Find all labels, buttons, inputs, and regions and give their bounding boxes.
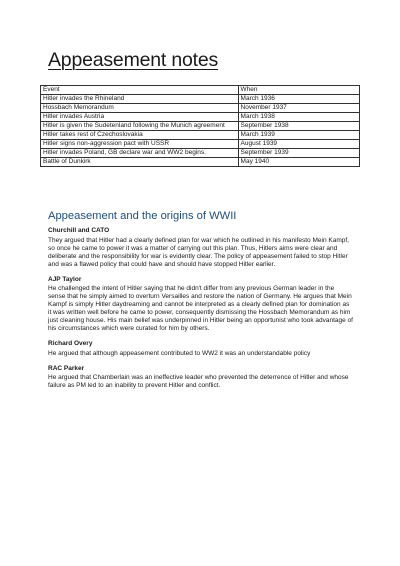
table-cell-when: March 1936 bbox=[238, 95, 359, 104]
table-row bbox=[41, 122, 360, 131]
table-row bbox=[41, 131, 360, 140]
table-cell-when: March 1939 bbox=[238, 131, 359, 140]
table-cell-event: Hitler signs non-aggression pact with USSR bbox=[41, 140, 239, 149]
historian-entry bbox=[48, 227, 353, 269]
historian-name: AJP Taylor bbox=[48, 275, 82, 283]
historian-entry bbox=[48, 365, 353, 391]
table-cell-when: March 1938 bbox=[238, 113, 359, 122]
table-cell-when: September 1939 bbox=[238, 149, 359, 158]
historian-argument: They argued that Hitler had a clearly defined plan for war which he outlined in his manifesto Mein Kampf, so once he came to power it was a matter of carrying out this plan. Thus, Hitlers aims were clear and deliberate and the responsibility for war is evidently clear. The policy of appeasement failed to stop Hitler and was a flawed policy that could have and should have stopped Hitler earlier. bbox=[48, 236, 349, 268]
table-cell-event: Hitler invades Austria bbox=[41, 113, 239, 122]
table-cell-when: September 1938 bbox=[238, 122, 359, 131]
table-header-event: Event bbox=[41, 86, 239, 95]
table-cell-event: Battle of Dunkirk bbox=[41, 158, 239, 167]
table-cell-event: Hitler invades Poland, GB declare war and WW2 begins. bbox=[41, 149, 239, 158]
table-cell-when: August 1939 bbox=[238, 140, 359, 149]
table-row bbox=[41, 149, 360, 158]
historian-name: Richard Overy bbox=[48, 340, 93, 347]
table-header-row bbox=[41, 86, 360, 95]
table-cell-when: November 1937 bbox=[238, 104, 359, 113]
table-row bbox=[41, 95, 360, 104]
historian-entry bbox=[48, 340, 353, 358]
table-row bbox=[41, 104, 360, 113]
table-row bbox=[41, 113, 360, 122]
table-row bbox=[41, 140, 360, 149]
section-heading: Appeasement and the origins of WWII bbox=[48, 210, 237, 222]
table-header-when: When bbox=[238, 86, 359, 95]
table-cell-when: May 1940 bbox=[238, 158, 359, 167]
historian-argument: He argued that although appeasement contributed to WW2 it was an understandable policy bbox=[48, 349, 311, 357]
historian-name: Churchill and CATO bbox=[48, 227, 110, 234]
table-cell-event: Hossbach Memorandum bbox=[41, 104, 239, 113]
table-row bbox=[41, 158, 360, 167]
table-cell-event: Hitler invades the Rhineland bbox=[41, 95, 239, 104]
historian-argument: He challenged the intent of Hitler saying that he didn't differ from any previous German leader in the sense that he simply aimed to overturn Versailles and restore the nation of Germany. He argues that Mein Kampf is simply Hitler daydreaming and cannot be interpreted as a clearly defined plan for domination as it was written well before he came to power, consequently dismissing the Hossbach Memorandum as him just cleaning house. His main belief was underpinned in Hitler being an opportunist who took advantage of his circumstances which were curated for him by others. bbox=[48, 285, 353, 332]
historian-name: RAC Parker bbox=[48, 364, 85, 372]
table-cell-event: Hitler is given the Sudetenland following the Munich agreement bbox=[41, 122, 239, 131]
historian-entry bbox=[48, 276, 353, 334]
table-cell-event: Hitler takes rest of Czechoslovakia bbox=[41, 131, 239, 140]
historian-argument: He argued that Chamberlain was an ineffective leader who prevented the deterrence of Hitler and whose failure as PM led to an inability to prevent Hitler and conflict. bbox=[48, 374, 349, 389]
page-title: Appeasement notes bbox=[48, 49, 219, 71]
events-table bbox=[40, 85, 360, 167]
